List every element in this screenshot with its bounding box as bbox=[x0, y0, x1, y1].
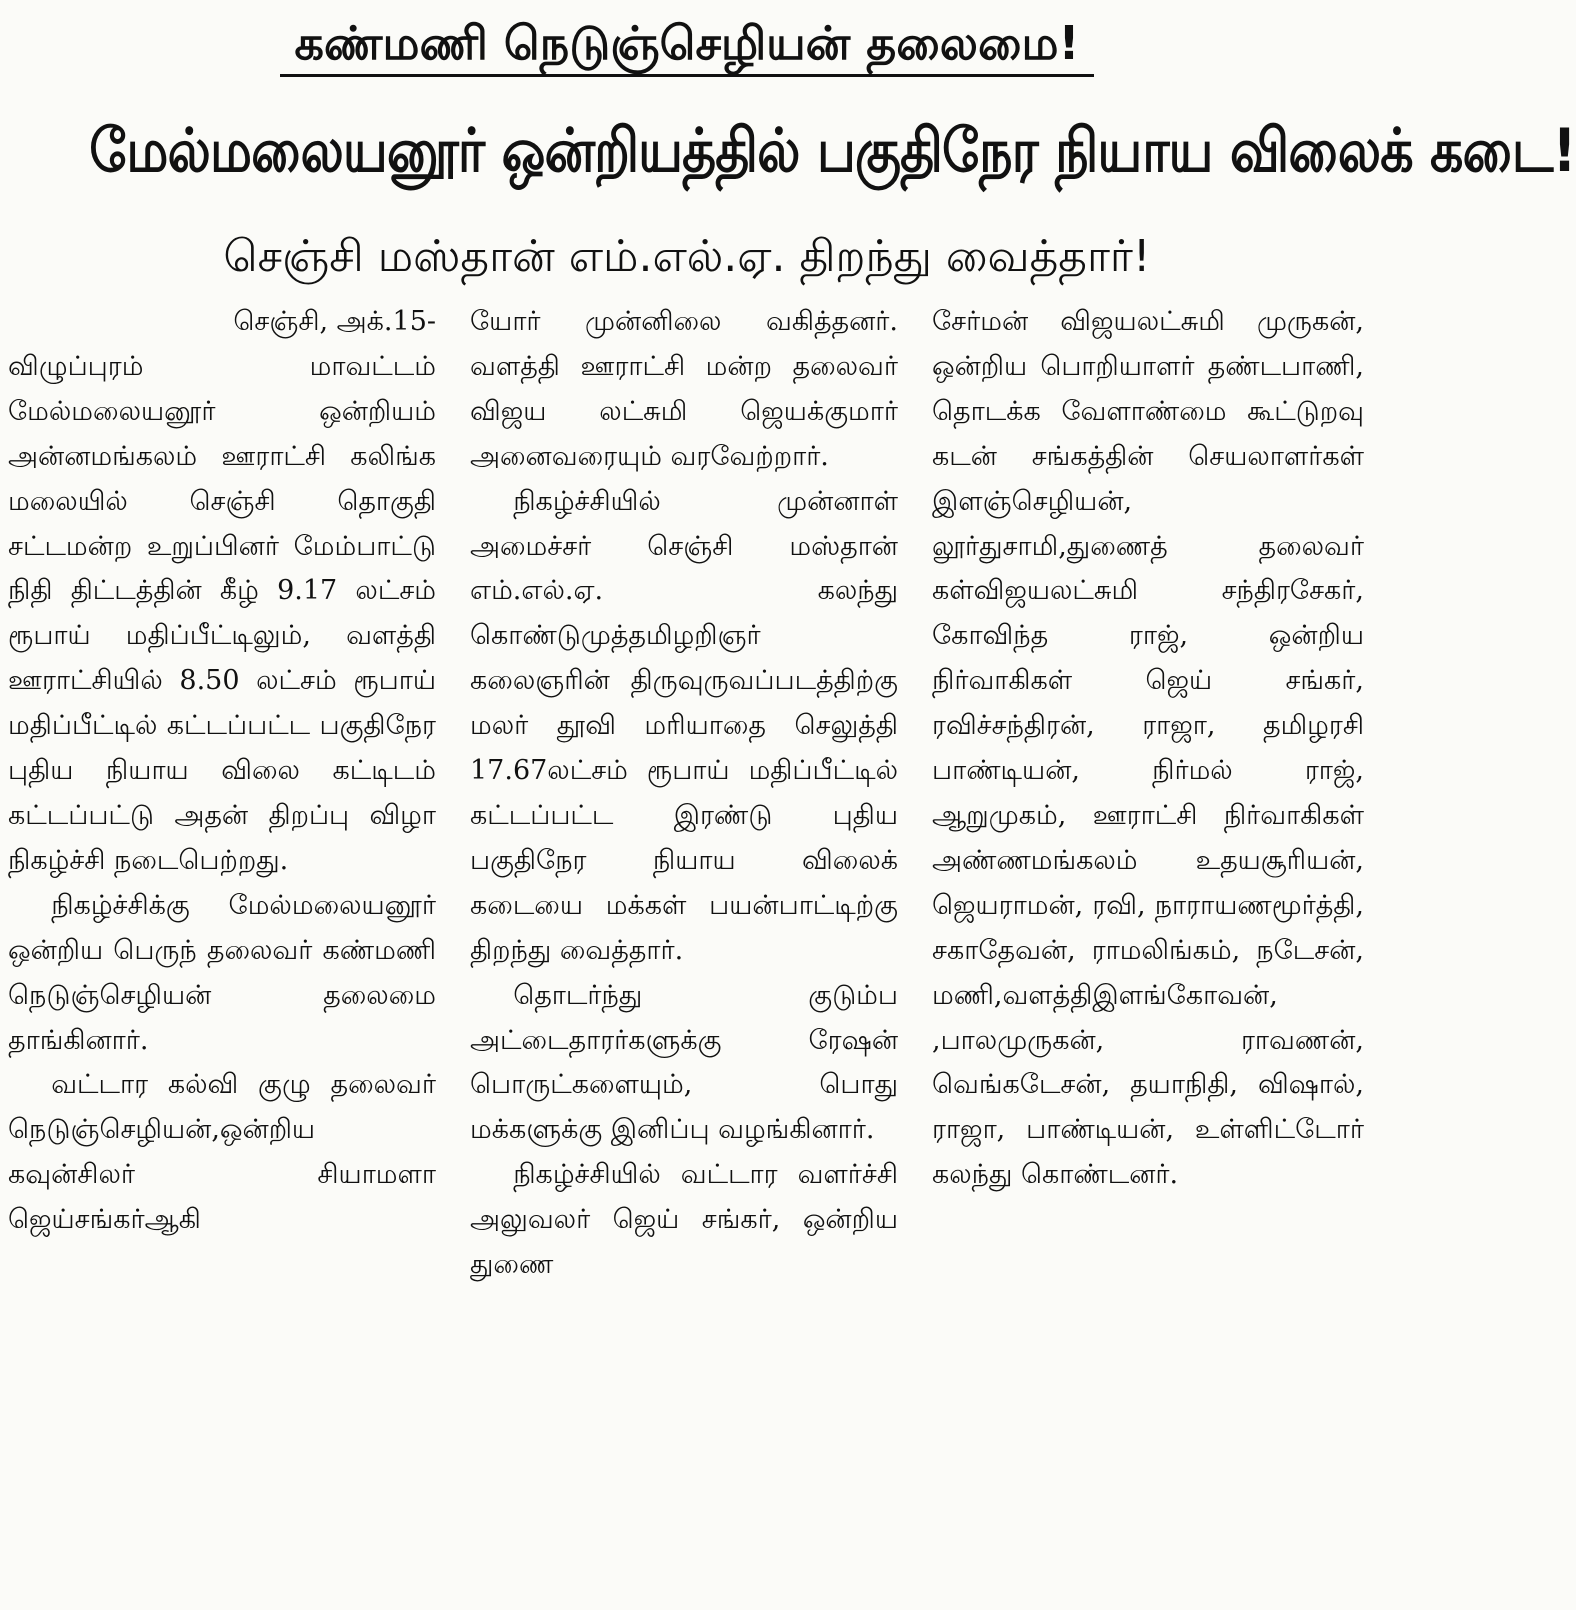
article-column-1 bbox=[8, 300, 436, 1605]
subheadline: செஞ்சி மஸ்தான் எம்.எல்.ஏ. திறந்து வைத்தார்! bbox=[223, 231, 1151, 282]
paragraph-3b: யோர் முன்னிலை வகித்தனர். வளத்தி ஊராட்சி மன்ற தலைவர் விஜய லட்சுமி ஜெயக்குமார் அனைவரையும் வரவேற்றார். bbox=[470, 306, 898, 472]
article-column-2 bbox=[470, 300, 898, 1605]
paragraph-3a: வட்டார கல்வி குழு தலைவர் நெடுஞ்செழியன்,ஒன்றிய கவுன்சிலர் சியாமளா ஜெய்சங்கர்ஆகி bbox=[8, 1069, 436, 1236]
paragraph-2: நிகழ்ச்சிக்கு மேல்மலையனூர் ஒன்றிய பெருந் தலைவர் கண்மணி நெடுஞ்செழியன் தலைமை தாங்கினார். bbox=[8, 889, 436, 1056]
paragraph-1: விழுப்புரம் மாவட்டம் மேல்மலையனூர் ஒன்றியம் அன்னமங்கலம் ஊராட்சி கலிங்க மலையில் செஞ்சி தொகுதி சட்டமன்ற உறுப்பினர் மேம்பாட்டு நிதி திட்டத்தின் கீழ் 9.17 லட்சம் ரூபாய் மதிப்பீட்டிலும், வளத்தி ஊராட்சியில் 8.50 லட்சம் ரூபாய் மதிப்பீட்டில் கட்டப்பட்ட பகுதிநேர புதிய நியாய விலை கட்டிடம் கட்டப்பட்டு அதன் திறப்பு விழா நிகழ்ச்சி நடைபெற்றது. bbox=[8, 350, 436, 876]
paragraph-6b: சேர்மன் விஜயலட்சுமி முருகன், ஒன்றிய பொறியாளர் தண்டபாணி, தொடக்க வேளாண்மை கூட்டுறவு கடன் சங்கத்தின் செயலாளர்கள் இளஞ்செழியன், லூர்துசாமி,துணைத் தலைவர் கள்விஜயலட்சுமி சந்திரசேகர், கோவிந்த ராஜ், ஒன்றிய நிர்வாகிகள் ஜெய் சங்கர், ரவிச்சந்திரன், ராஜா, தமிழரசி பாண்டியன், நிர்மல் ராஜ், ஆறுமுகம், ஊராட்சி நிர்வாகிகள் அண்ணமங்கலம் உதயசூரியன், ஜெயராமன், ரவி, நாராயணமூர்த்தி, சகாதேவன், ராமலிங்கம், நடேசன், மணி,வளத்திஇளங்கோவன், ,பாலமுருகன், ராவணன், வெங்கடேசன், தயாநிதி, விஷால், ராஜா, பாண்டியன், உள்ளிட்டோர் கலந்து கொண்டனர். bbox=[932, 306, 1364, 1191]
kicker bbox=[0, 14, 1374, 77]
paragraph-4: நிகழ்ச்சியில் முன்னாள் அமைச்சர் செஞ்சி மஸ்தான் எம்.எல்.ஏ. கலந்து கொண்டுமுத்தமிழறிஞர் கலைஞரின் திருவுருவப்படத்திற்கு மலர் தூவி மரியாதை செலுத்தி 17.67லட்சம் ரூபாய் மதிப்பீட்டில் கட்டப்பட்ட இரண்டு புதிய பகுதிநேர நியாய விலைக் கடையை மக்கள் பயன்பாட்டிற்கு திறந்து வைத்தார். bbox=[470, 485, 898, 966]
article-column-3 bbox=[932, 300, 1364, 1605]
kicker-text: கண்மணி நெடுஞ்செழியன் தலைமை! bbox=[280, 14, 1093, 77]
paragraph-6a: நிகழ்ச்சியில் வட்டார வளர்ச்சி அலுவலர் ஜெய் சங்கர், ஒன்றிய துணை bbox=[470, 1159, 898, 1281]
dateline: செஞ்சி, அக்.15- bbox=[233, 306, 436, 337]
headline: மேல்மலையனூர் ஒன்றியத்தில் பகுதிநேர நியாய விலைக் கடை! bbox=[89, 116, 1576, 186]
paragraph-5: தொடர்ந்து குடும்ப அட்டைதாரர்களுக்கு ரேஷன் பொருட்களையும், பொது மக்களுக்கு இனிப்பு வழங்கினார். bbox=[470, 979, 898, 1146]
